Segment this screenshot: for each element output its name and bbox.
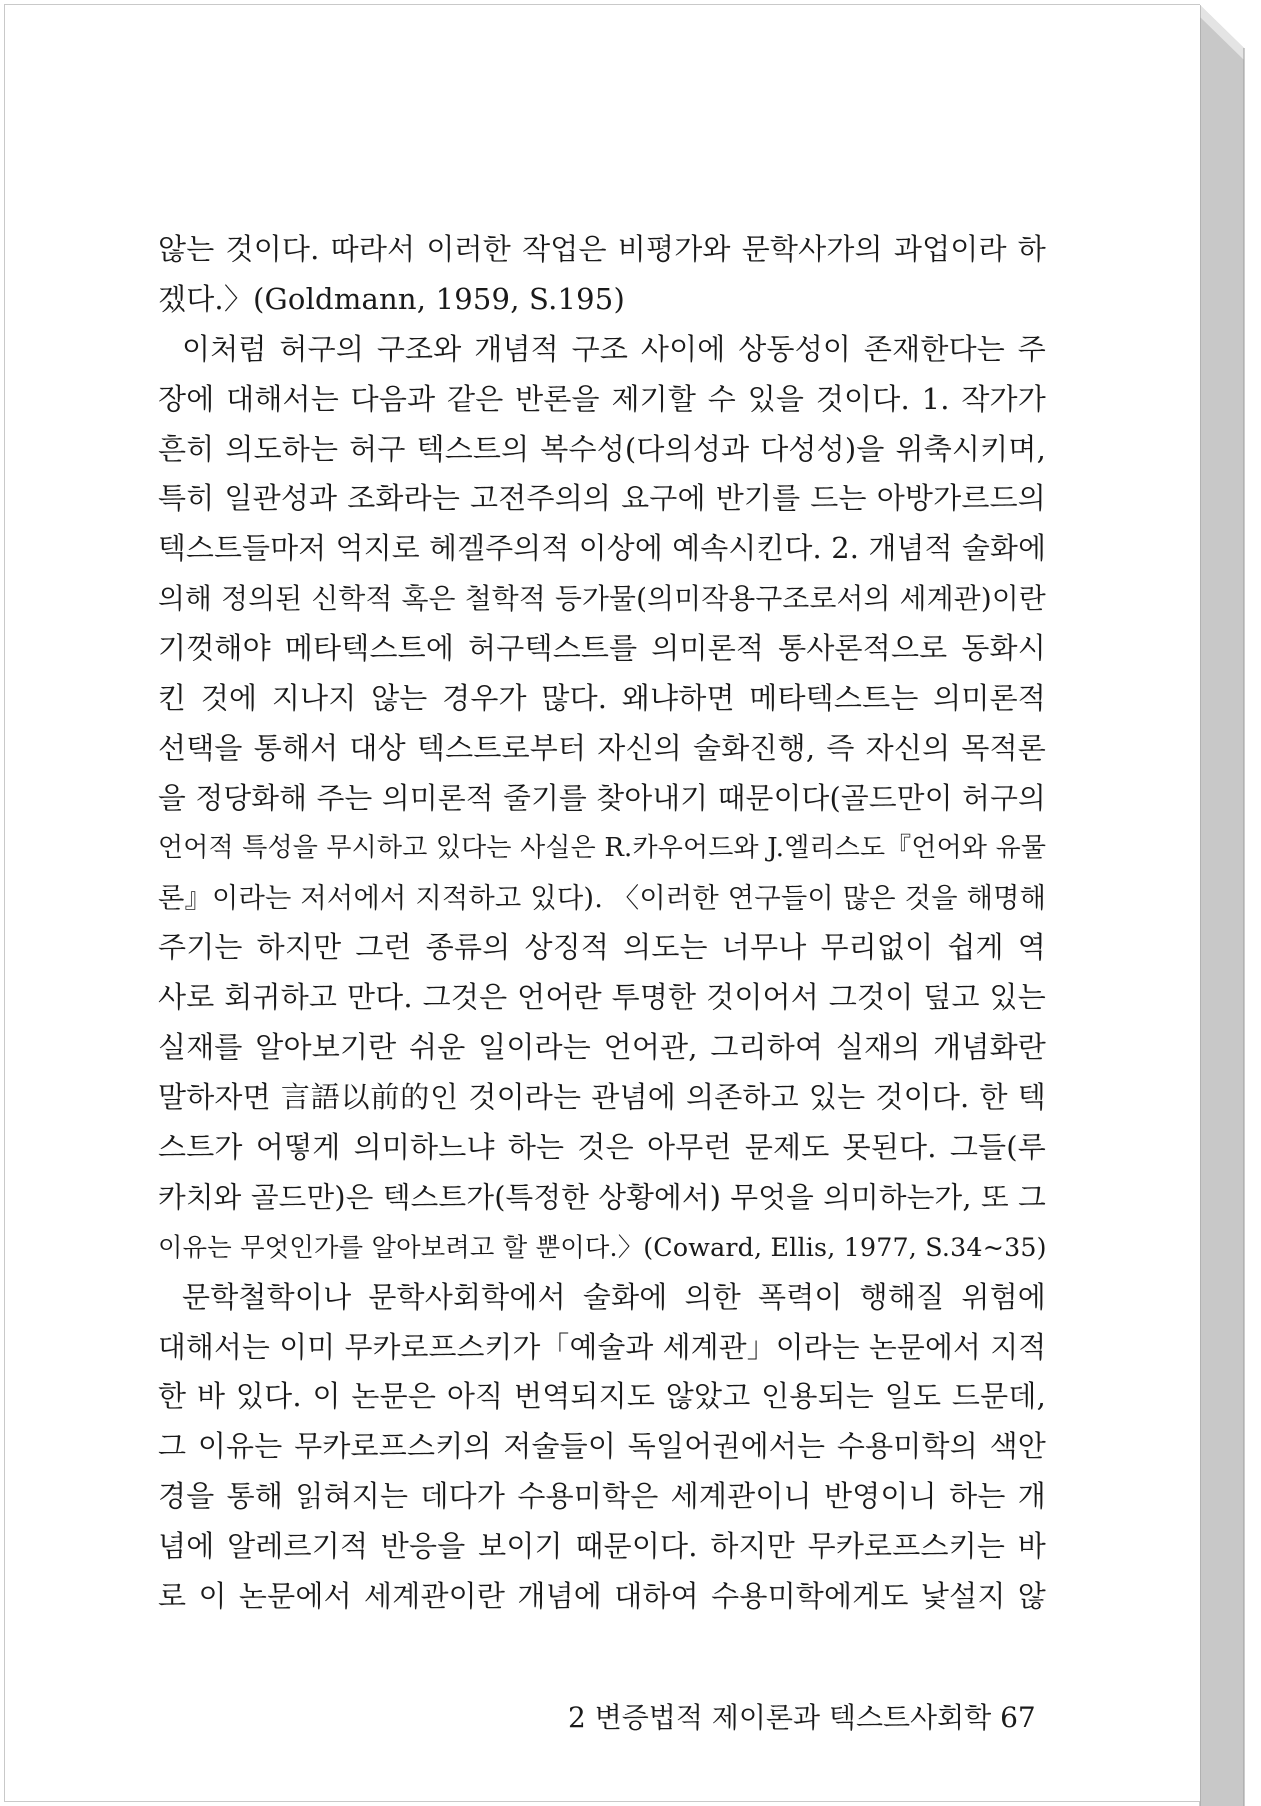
text-line: 한 바 있다. 이 논문은 아직 번역되지도 않았고 인용되는 일도 드문데, [158, 1379, 1046, 1414]
text-line: 않는 것이다. 따라서 이러한 작업은 비평가와 문학사가의 과업이라 하 [158, 232, 1046, 266]
text-line: 로 이 논문에서 세계관이란 개념에 대하여 수용미학에게도 낯설지 않 [158, 1579, 1046, 1614]
text-line: 특히 일관성과 조화라는 고전주의의 요구에 반기를 드는 아방가르드의 [158, 481, 1046, 516]
text-line: 장에 대해서는 다음과 같은 반론을 제기할 수 있을 것이다. 1. 작가가 [158, 381, 1046, 416]
text-line: 선택을 통해서 대상 텍스트로부터 자신의 술화진행, 즉 자신의 목적론 [158, 730, 1046, 765]
text-line: 경을 통해 읽혀지는 데다가 수용미학은 세계관이니 반영이니 하는 개 [158, 1479, 1046, 1514]
text-line: 언어적 특성을 무시하고 있다는 사실은 R.카우어드와 J.엘리스도『언어와 유물 [158, 832, 1047, 863]
page-footer: 2 변증법적 제이론과 텍스트사회학 67 [568, 1701, 1036, 1734]
text-line: 그 이유는 무카로프스키의 저술들이 독일어권에서는 수용미학의 색안 [158, 1429, 1046, 1464]
text-line: 문학철학이나 문학사회학에서 술화에 의한 폭력이 행해질 위험에 [182, 1279, 1046, 1314]
text-line: 이처럼 허구의 구조와 개념적 구조 사이에 상동성이 존재한다는 주 [182, 331, 1046, 366]
text-line: 킨 것에 지나지 않는 경우가 많다. 왜냐하면 메타텍스트는 의미론적 [158, 681, 1046, 716]
text-line: 스트가 어떻게 의미하느냐 하는 것은 아무런 문제도 못된다. 그들(루 [158, 1130, 1046, 1165]
text-line: 주기는 하지만 그런 종류의 상징적 의도는 너무나 무리없이 쉽게 역 [158, 930, 1046, 965]
text-line: 을 정당화해 주는 의미론적 줄기를 찾아내기 때문이다(골드만이 허구의 [158, 780, 1046, 815]
text-line: 실재를 알아보기란 쉬운 일이라는 언어관, 그리하여 실재의 개념화란 [158, 1030, 1046, 1065]
text-line: 념에 알레르기적 반응을 보이기 때문이다. 하지만 무카로프스키는 바 [158, 1529, 1046, 1564]
text-line: 텍스트들마저 억지로 헤겔주의적 이상에 예속시킨다. 2. 개념적 술화에 [158, 531, 1047, 566]
body-text [158, 225, 1046, 1622]
text-line: 사로 회귀하고 만다. 그것은 언어란 투명한 것이어서 그것이 덮고 있는 [158, 980, 1046, 1015]
text-line: 론』이라는 저서에서 지적하고 있다). 〈이러한 연구들이 많은 것을 해명해 [158, 882, 1047, 914]
text-line: 의해 정의된 신학적 혹은 철학적 등가물(의미작용구조로서의 세계관)이란 [158, 582, 1046, 616]
text-line: 말하자면 言語以前的인 것이라는 관념에 의존하고 있는 것이다. 한 텍 [158, 1080, 1046, 1115]
text-line: 카치와 골드만)은 텍스트가(특정한 상황에서) 무엇을 의미하는가, 또 그 [158, 1179, 1046, 1214]
text-line: 이유는 무엇인가를 알아보려고 할 뿐이다.〉(Coward, Ellis, 1977, S.34~35) [158, 1232, 1047, 1262]
text-line: 대해서는 이미 무카로프스키가「예술과 세계관」이라는 논문에서 지적 [158, 1329, 1047, 1364]
text-line: 겠다.〉(Goldmann, 1959, S.195) [158, 281, 625, 316]
text-line: 기껏해야 메타텍스트에 허구텍스트를 의미론적 통사론적으로 동화시 [158, 631, 1046, 666]
text-line: 흔히 의도하는 허구 텍스트의 복수성(다의성과 다성성)을 위축시키며, [158, 431, 1046, 466]
